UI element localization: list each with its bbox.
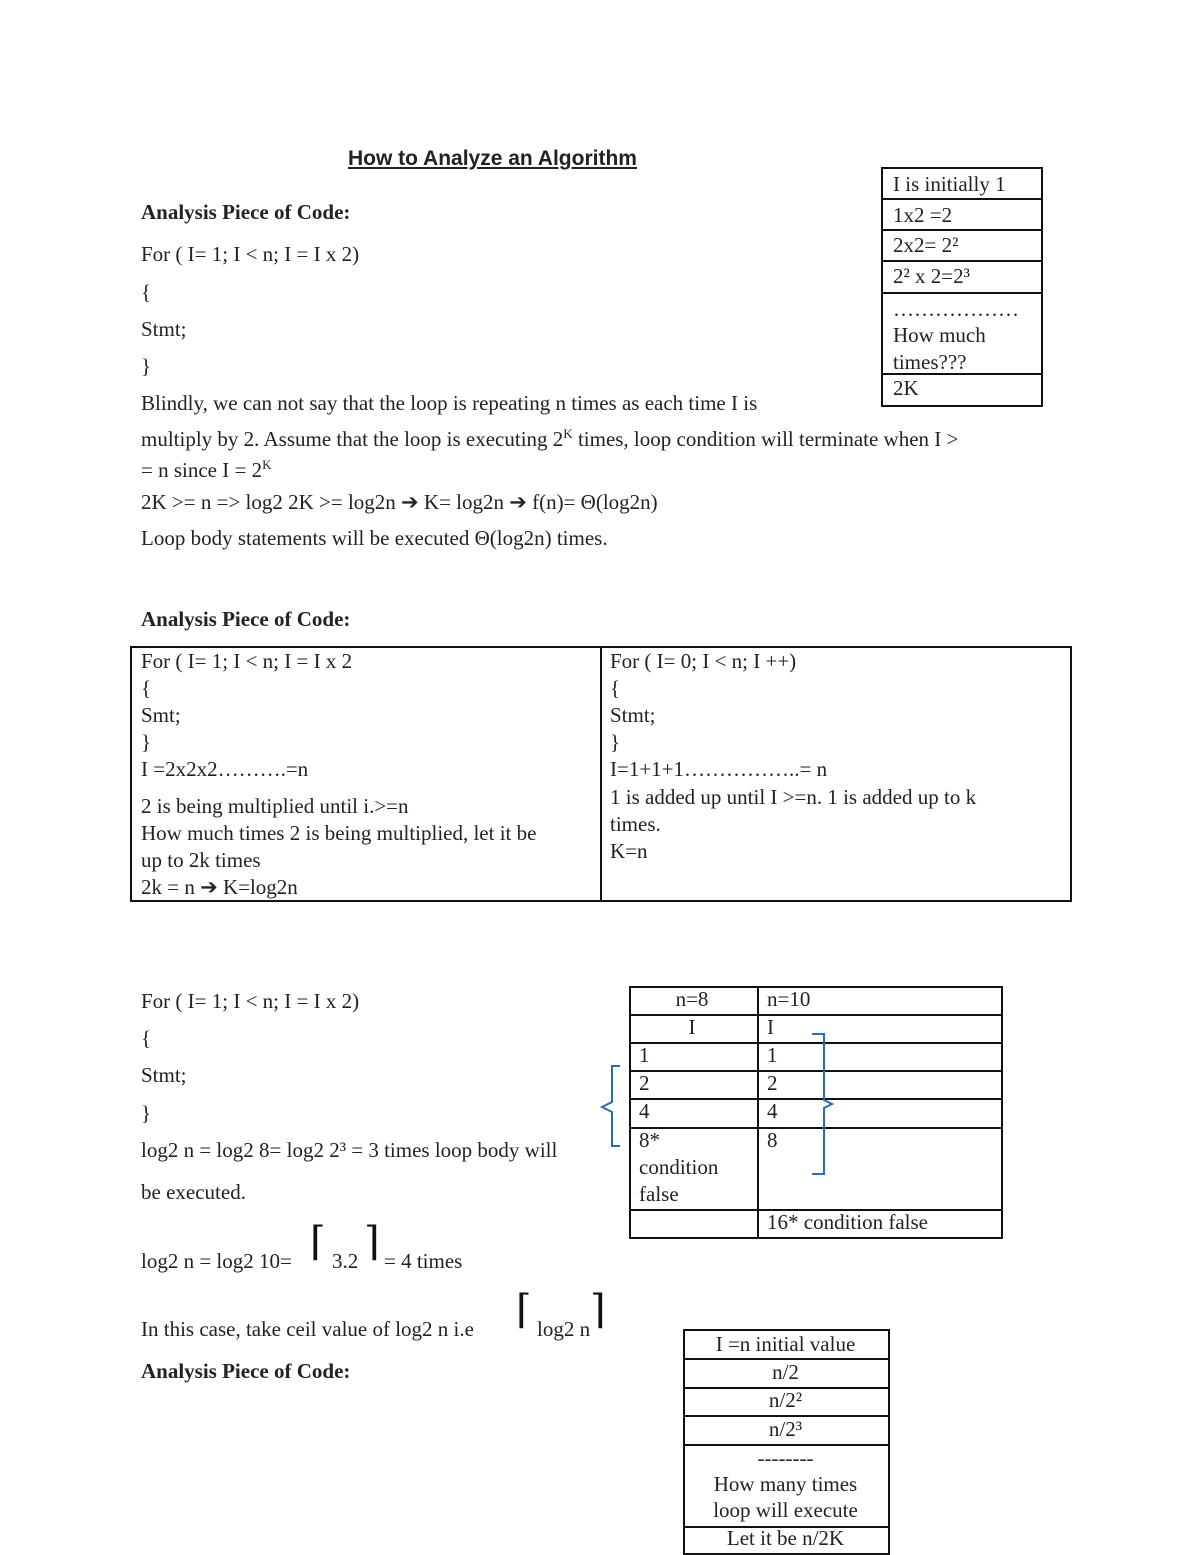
code-line: { <box>141 676 152 700</box>
trace-cell: 4 <box>767 1099 778 1123</box>
left-code <box>141 648 352 783</box>
log-line: log2 n = log2 8= log2 2³ = 3 times loop body will <box>141 1138 558 1162</box>
section3-heading: Analysis Piece of Code: <box>141 1359 351 1383</box>
ceil-note: In this case, take ceil value of log2 n i.e <box>141 1317 474 1341</box>
section1-heading: Analysis Piece of Code: <box>141 200 351 224</box>
side-table-cell: times??? <box>893 350 967 374</box>
explanation-line: K=n <box>610 839 648 863</box>
trace-sub: I <box>767 1015 774 1039</box>
ceil-left-icon: ⌈ <box>516 1287 532 1332</box>
trace-cell: 2 <box>767 1071 778 1095</box>
code-line: } <box>141 354 152 378</box>
trace-cell: 16* condition false <box>767 1210 928 1234</box>
code-line: For ( I= 1; I < n; I = I x 2 <box>141 649 353 673</box>
explanation-line: 2k = n ➔ K=log2n <box>141 875 298 899</box>
ceil-left-icon: ⌈ <box>310 1219 326 1264</box>
section2-heading: Analysis Piece of Code: <box>141 607 351 631</box>
trace-cell: 8 <box>767 1128 778 1152</box>
code-line: Stmt; <box>141 1063 187 1087</box>
ceil-right-icon: ⌉ <box>590 1287 606 1332</box>
ceil-value: 3.2 <box>332 1249 359 1273</box>
left-explanation <box>141 793 536 901</box>
side-table <box>881 167 1043 407</box>
paragraph-line: multiply by 2. Assume that the loop is executing $2^K$ times, loop condition will terminate when I > <box>141 426 959 451</box>
trace-cell: 1 <box>767 1043 778 1067</box>
n-table-cell: Let it be n/2K <box>726 1526 845 1550</box>
side-table-cell: ……………… <box>893 297 1019 321</box>
side-table-cell: 2K <box>893 376 919 400</box>
trace-cell: 2 <box>639 1071 650 1095</box>
code-line: { <box>610 676 621 700</box>
side-table-cell: 2² x 2=2³ <box>893 264 970 288</box>
trace-sub: I <box>688 1015 696 1039</box>
explanation-line: 2 is being multiplied until i.>=n <box>141 794 409 818</box>
paragraph-line: Blindly, we can not say that the loop is repeating n times as each time I is <box>141 391 758 415</box>
conclusion: Loop body statements will be executed Θ(log2n) times. <box>141 526 608 550</box>
trace-header-n8: n=8 <box>675 987 709 1011</box>
code-line: For ( I= 1; I < n; I = I x 2) <box>141 242 360 266</box>
ceil-right-icon: ⌉ <box>364 1219 380 1264</box>
side-table-cell: How much <box>893 323 986 347</box>
explanation-line: How much times 2 is being multiplied, let it be <box>141 821 537 845</box>
right-code <box>610 648 827 783</box>
code-line: Stmt; <box>141 317 187 341</box>
left-brace-icon <box>598 1062 628 1152</box>
explanation-line: times. <box>610 812 661 836</box>
n-table-cell: loop will execute <box>713 1498 858 1522</box>
n-table-cell: How many times <box>713 1472 858 1496</box>
code-line: Stmt; <box>610 703 656 727</box>
code-line: Smt; <box>141 703 181 727</box>
right-explanation <box>610 784 976 865</box>
formula: 2K >= n => log2 2K >= log2n ➔ K= log2n ➔ f(n)= Θ(log2n) <box>141 490 658 514</box>
explanation-line: up to 2k times <box>141 848 261 872</box>
ceil-value: log2 n <box>537 1317 591 1341</box>
n-table-cell: n/2³ <box>768 1417 803 1441</box>
side-table-cell: 1x2 =2 <box>893 203 953 227</box>
paragraph-line: = n since $I = 2^K$ <box>141 457 272 482</box>
side-table-cell: 2x2= 2² <box>893 233 959 257</box>
explanation-line: 1 is added up until I >=n. 1 is added up to k <box>610 785 977 809</box>
code-line: } <box>610 730 621 754</box>
side-table-cell: I is initially 1 <box>893 172 1006 196</box>
code-line: } <box>141 730 152 754</box>
log-line: = 4 times <box>384 1249 463 1273</box>
right-bracket-icon <box>808 1030 838 1178</box>
log-line: log2 n = log2 10= <box>141 1249 292 1273</box>
trace-cell: 4 <box>639 1099 650 1123</box>
trace-header-n10: n=10 <box>767 987 811 1011</box>
n-table-cell: n/2² <box>768 1388 803 1412</box>
trace-cell: 1 <box>639 1043 650 1067</box>
code-line: { <box>141 1026 152 1050</box>
log-line: be executed. <box>141 1180 246 1204</box>
code-line: { <box>141 280 152 304</box>
n-table-cell: I =n initial value <box>715 1332 856 1356</box>
n-table-cell: n/2 <box>772 1360 799 1384</box>
code-line: For ( I= 1; I < n; I = I x 2) <box>141 989 360 1013</box>
trace-cell: 8* condition false <box>639 1128 719 1206</box>
code-line: I =2x2x2……….=n <box>141 757 309 781</box>
page-title: How to Analyze an Algorithm <box>348 147 637 170</box>
code-line: For ( I= 0; I < n; I ++) <box>610 649 797 673</box>
code-line: } <box>141 1101 152 1125</box>
n-table-cell: -------- <box>757 1446 814 1470</box>
code-line: I=1+1+1……………..= n <box>610 757 828 781</box>
